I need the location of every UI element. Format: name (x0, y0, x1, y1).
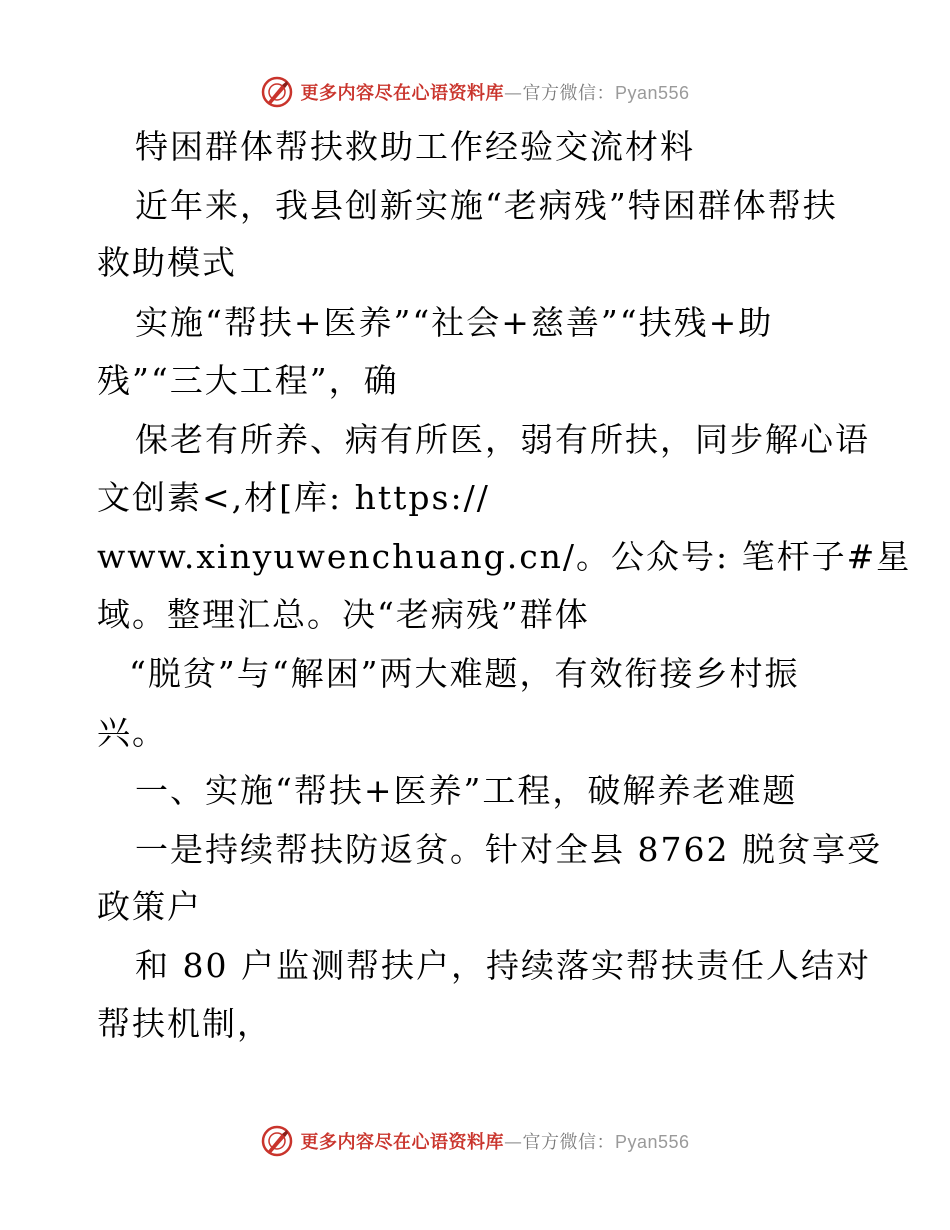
watermark-wechat-label: 官方微信： (522, 1132, 615, 1153)
paragraph-line: 残”“三大工程”，确 (97, 361, 399, 400)
section-heading: 一、实施“帮扶+医养”工程，破解养老难题 (135, 771, 798, 810)
paragraph-line: 帮扶机制， (97, 1004, 272, 1043)
watermark-site-text: 更多内容尽在心语资料库 (300, 1132, 504, 1153)
paragraph-line: 一是持续帮扶防返贫。针对全县 8762 脱贫享受 (135, 830, 882, 869)
paragraph-line: 救助模式 (97, 243, 237, 282)
paragraph-line: 域。整理汇总。决“老病残”群体 (97, 595, 590, 634)
header-watermark (0, 72, 950, 112)
paragraph-line: 文创素<,材[库: https:// (97, 478, 490, 517)
watermark-text (300, 79, 689, 105)
pen-logo-icon (260, 1124, 294, 1158)
document-title: 特困群体帮扶救助工作经验交流材料 (135, 127, 695, 166)
paragraph-line: 和 80 户监测帮扶户，持续落实帮扶责任人结对 (135, 946, 871, 985)
paragraph-line: 实施“帮扶+医养”“社会+慈善”“扶残+助 (135, 303, 774, 342)
pen-logo-icon (260, 75, 294, 109)
watermark-separator: — (503, 1132, 523, 1153)
footer-watermark (0, 1121, 950, 1161)
paragraph-line: 政策户 (97, 887, 202, 926)
watermark-wechat-id: Pyan556 (614, 1132, 690, 1152)
watermark-site-text: 更多内容尽在心语资料库 (300, 83, 504, 104)
paragraph-line: “脱贫”与“解困”两大难题，有效衔接乡村振 (129, 654, 800, 693)
paragraph-line: www.xinyuwenchuang.cn/。公众号: 笔杆子#星 (97, 537, 912, 576)
watermark-wechat-label: 官方微信： (522, 83, 615, 104)
watermark-separator: — (503, 83, 523, 104)
watermark-wechat-id: Pyan556 (614, 83, 690, 103)
paragraph-line: 保老有所养、病有所医，弱有所扶，同步解心语 (135, 420, 870, 459)
paragraph-line: 近年来，我县创新实施“老病残”特困群体帮扶 (135, 186, 838, 225)
paragraph-line: 兴。 (97, 713, 167, 752)
watermark-text (300, 1128, 689, 1154)
